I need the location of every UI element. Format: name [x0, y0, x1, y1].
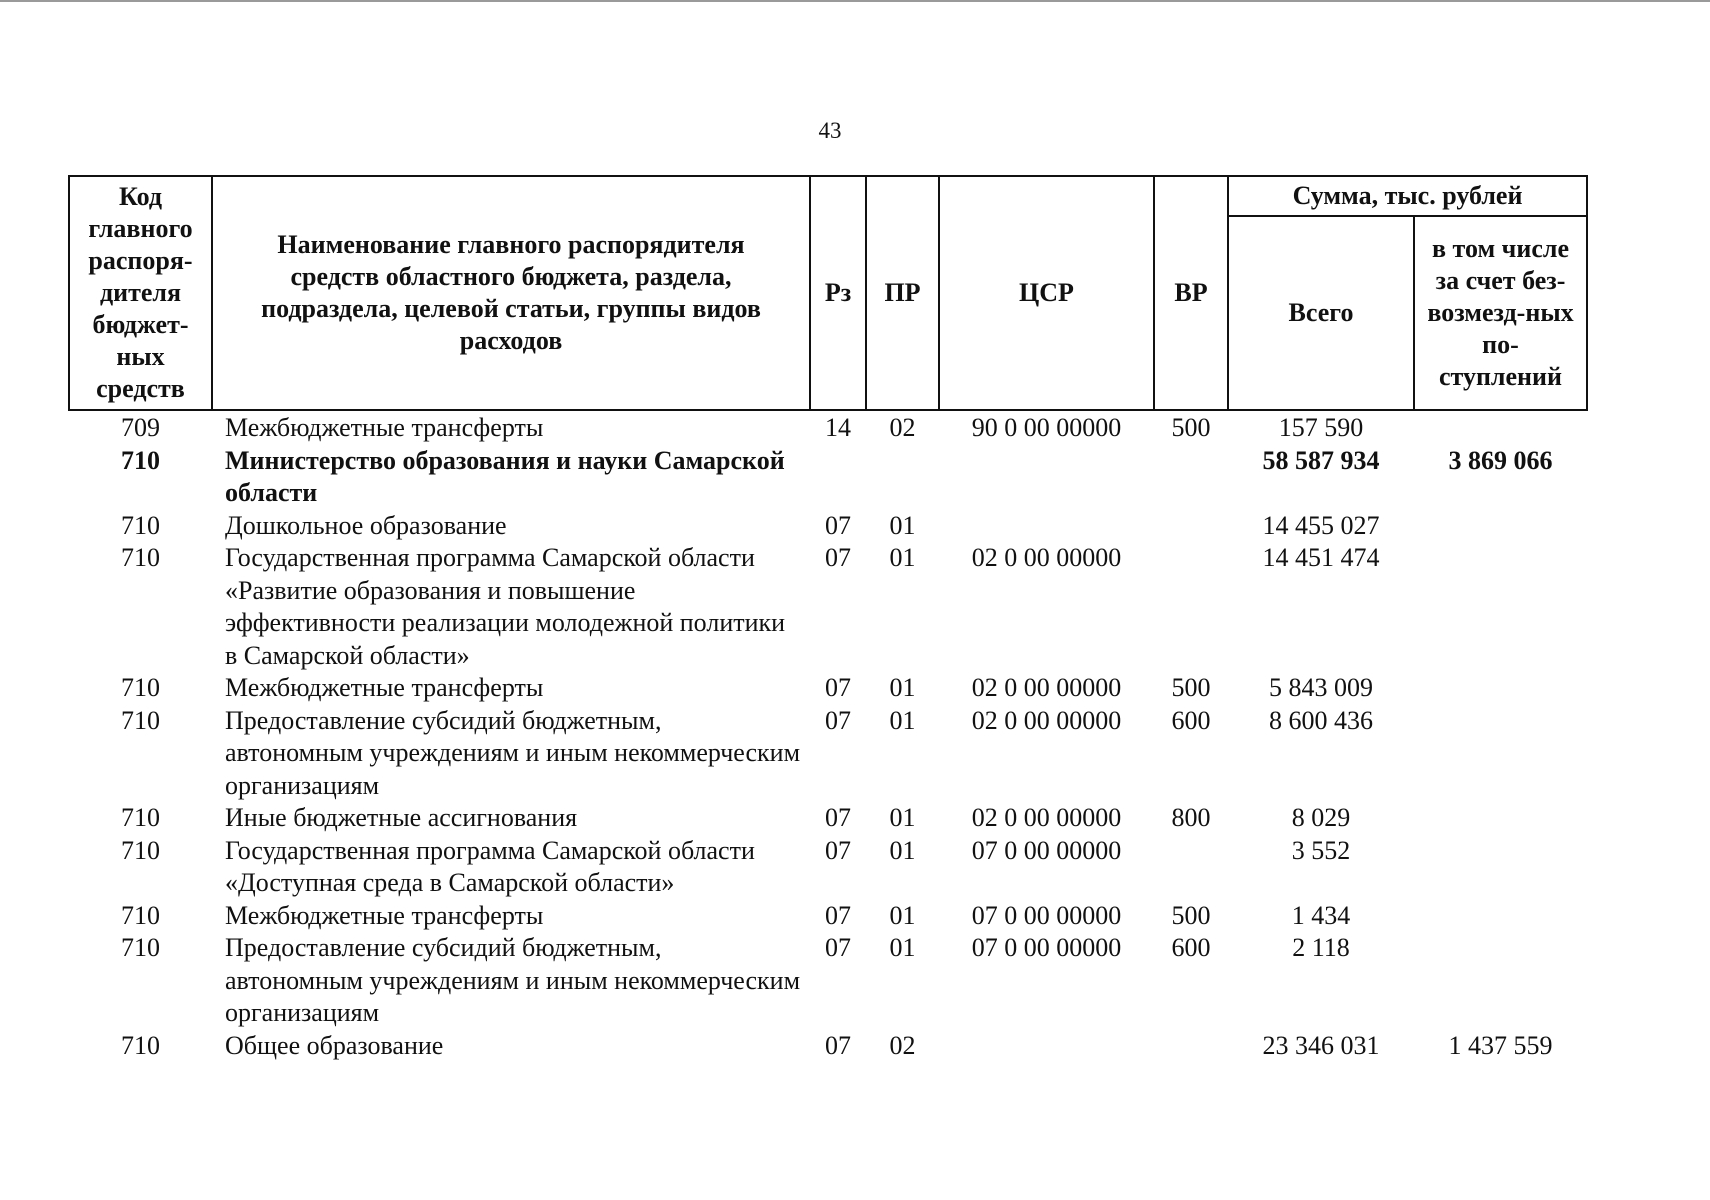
- header-grant: в том числе за счет без-возмезд-ных по-ступлений: [1414, 216, 1587, 410]
- cell-csr: 90 0 00 00000: [971, 413, 1122, 442]
- cell-pr: 01: [889, 933, 916, 962]
- cell-pr: 02: [889, 1030, 916, 1060]
- cell-vr: [1154, 542, 1228, 672]
- cell-vr: 500: [1171, 673, 1211, 702]
- cell-rz: 07: [825, 510, 851, 540]
- cell-rz: 07: [825, 803, 851, 832]
- table-body: [69, 410, 1587, 1062]
- cell-pr: 01: [889, 510, 916, 540]
- header-pr: ПР: [866, 176, 939, 410]
- cell-csr: 07 0 00 00000: [971, 900, 1122, 930]
- cell-vr: 800: [1171, 803, 1211, 832]
- cell-grant: [1414, 900, 1587, 933]
- header-name: Наименование главного распорядителя средств областного бюджета, раздела, подраздела, целевой статьи, группы видов расходов: [212, 176, 810, 410]
- table-header: [69, 176, 1587, 410]
- cell-name: Государственная программа Самарской области «Доступная среда в Самарской области»: [225, 835, 755, 897]
- cell-grant: [1414, 932, 1587, 1030]
- cell-rz: 07: [825, 900, 851, 930]
- cell-grant: [1414, 705, 1587, 803]
- cell-name: Межбюджетные трансферты: [225, 413, 544, 442]
- cell-pr: 01: [889, 835, 916, 865]
- table-row: [69, 900, 1587, 933]
- cell-pr: 01: [889, 900, 916, 930]
- cell-csr: 07 0 00 00000: [971, 933, 1122, 962]
- cell-code: 710: [121, 705, 160, 735]
- cell-grant: [1414, 410, 1587, 445]
- cell-code: 710: [121, 510, 160, 540]
- cell-rz: 07: [825, 1030, 851, 1060]
- cell-rz: 07: [825, 835, 851, 865]
- cell-name: Министерство образования и науки Самарской области: [225, 445, 785, 507]
- cell-code: 710: [121, 1030, 160, 1060]
- cell-code: 710: [121, 933, 160, 962]
- cell-total: 23 346 031: [1262, 1030, 1380, 1060]
- table-row: [69, 835, 1587, 900]
- cell-name: Межбюджетные трансферты: [225, 900, 544, 930]
- cell-vr: 500: [1171, 900, 1211, 930]
- cell-vr: 600: [1171, 933, 1211, 962]
- cell-csr: [939, 1030, 1154, 1063]
- table-row: [69, 932, 1587, 1030]
- cell-grant: [1414, 542, 1587, 672]
- cell-vr: [1154, 510, 1228, 543]
- cell-csr: [939, 445, 1154, 510]
- cell-csr: 07 0 00 00000: [971, 835, 1122, 865]
- cell-rz: [810, 445, 866, 510]
- cell-csr: 02 0 00 00000: [971, 803, 1122, 832]
- cell-code: 710: [121, 803, 160, 832]
- header-total: Всего: [1228, 216, 1414, 410]
- cell-rz: 07: [825, 933, 851, 962]
- cell-code: 710: [121, 673, 160, 702]
- table-row: [69, 802, 1587, 835]
- cell-code: 710: [121, 543, 160, 572]
- cell-pr: [866, 445, 939, 510]
- cell-total: 2 118: [1292, 933, 1350, 962]
- cell-code: 710: [121, 900, 160, 930]
- cell-total: 14 451 474: [1262, 543, 1380, 572]
- page-number: 43: [818, 118, 842, 143]
- table-row: [69, 672, 1587, 705]
- cell-name: Межбюджетные трансферты: [225, 673, 544, 702]
- cell-grant: 1 437 559: [1448, 1030, 1553, 1060]
- budget-table: [68, 175, 1588, 1062]
- table-row: [69, 445, 1587, 510]
- cell-grant: [1414, 802, 1587, 835]
- cell-pr: 01: [889, 543, 916, 572]
- cell-total: 3 552: [1291, 835, 1351, 865]
- header-rz: Рз: [810, 176, 866, 410]
- cell-rz: 07: [825, 543, 851, 572]
- table-row: [69, 542, 1587, 672]
- cell-total: 14 455 027: [1262, 510, 1380, 540]
- cell-name: Иные бюджетные ассигнования: [225, 803, 578, 832]
- header-code: Код главного распоря-дителя бюджет-ных средств: [69, 176, 212, 410]
- cell-csr: 02 0 00 00000: [971, 543, 1122, 572]
- cell-csr: 02 0 00 00000: [971, 673, 1122, 702]
- cell-name: Предоставление субсидий бюджетным, автономным учреждениям и иным некоммерческим организациям: [225, 933, 801, 1027]
- header-csr: ЦСР: [939, 176, 1154, 410]
- cell-rz: 07: [825, 705, 851, 735]
- cell-csr: 02 0 00 00000: [971, 705, 1122, 735]
- table-row: [69, 705, 1587, 803]
- cell-rz: 07: [825, 673, 851, 702]
- cell-vr: 600: [1171, 705, 1211, 735]
- cell-pr: 01: [889, 705, 916, 735]
- cell-pr: 01: [889, 803, 916, 832]
- cell-name: Государственная программа Самарской области «Развитие образования и повышение эффективности реализации молодежной политики в Самарской области»: [225, 543, 786, 670]
- cell-code: 710: [121, 445, 160, 475]
- cell-grant: [1414, 672, 1587, 705]
- table-row: [69, 510, 1587, 543]
- cell-total: 8 600 436: [1269, 705, 1373, 735]
- header-vr: ВР: [1154, 176, 1228, 410]
- cell-vr: 500: [1171, 413, 1211, 442]
- cell-name: Предоставление субсидий бюджетным, автономным учреждениям и иным некоммерческим организациям: [225, 705, 801, 800]
- cell-code: 710: [121, 835, 160, 865]
- cell-total: 8 029: [1291, 803, 1351, 832]
- top-border-line: [0, 0, 1710, 2]
- cell-vr: [1154, 835, 1228, 900]
- cell-pr: 01: [889, 673, 916, 702]
- cell-rz: 14: [825, 413, 851, 442]
- cell-csr: [939, 510, 1154, 543]
- cell-vr: [1154, 445, 1228, 510]
- cell-grant: [1414, 510, 1587, 543]
- cell-vr: [1154, 1030, 1228, 1063]
- table-row: [69, 410, 1587, 445]
- cell-name: Общее образование: [225, 1030, 444, 1060]
- table-row: [69, 1030, 1587, 1063]
- cell-total: 157 590: [1278, 413, 1364, 442]
- cell-total: 58 587 934: [1262, 445, 1380, 475]
- cell-total: 5 843 009: [1269, 673, 1373, 702]
- cell-grant: [1414, 835, 1587, 900]
- cell-code: 709: [121, 413, 160, 442]
- cell-grant: 3 869 066: [1448, 445, 1553, 475]
- cell-name: Дошкольное образование: [225, 510, 507, 540]
- cell-pr: 02: [889, 413, 916, 442]
- cell-total: 1 434: [1291, 900, 1351, 930]
- header-sum: Сумма, тыс. рублей: [1228, 176, 1587, 216]
